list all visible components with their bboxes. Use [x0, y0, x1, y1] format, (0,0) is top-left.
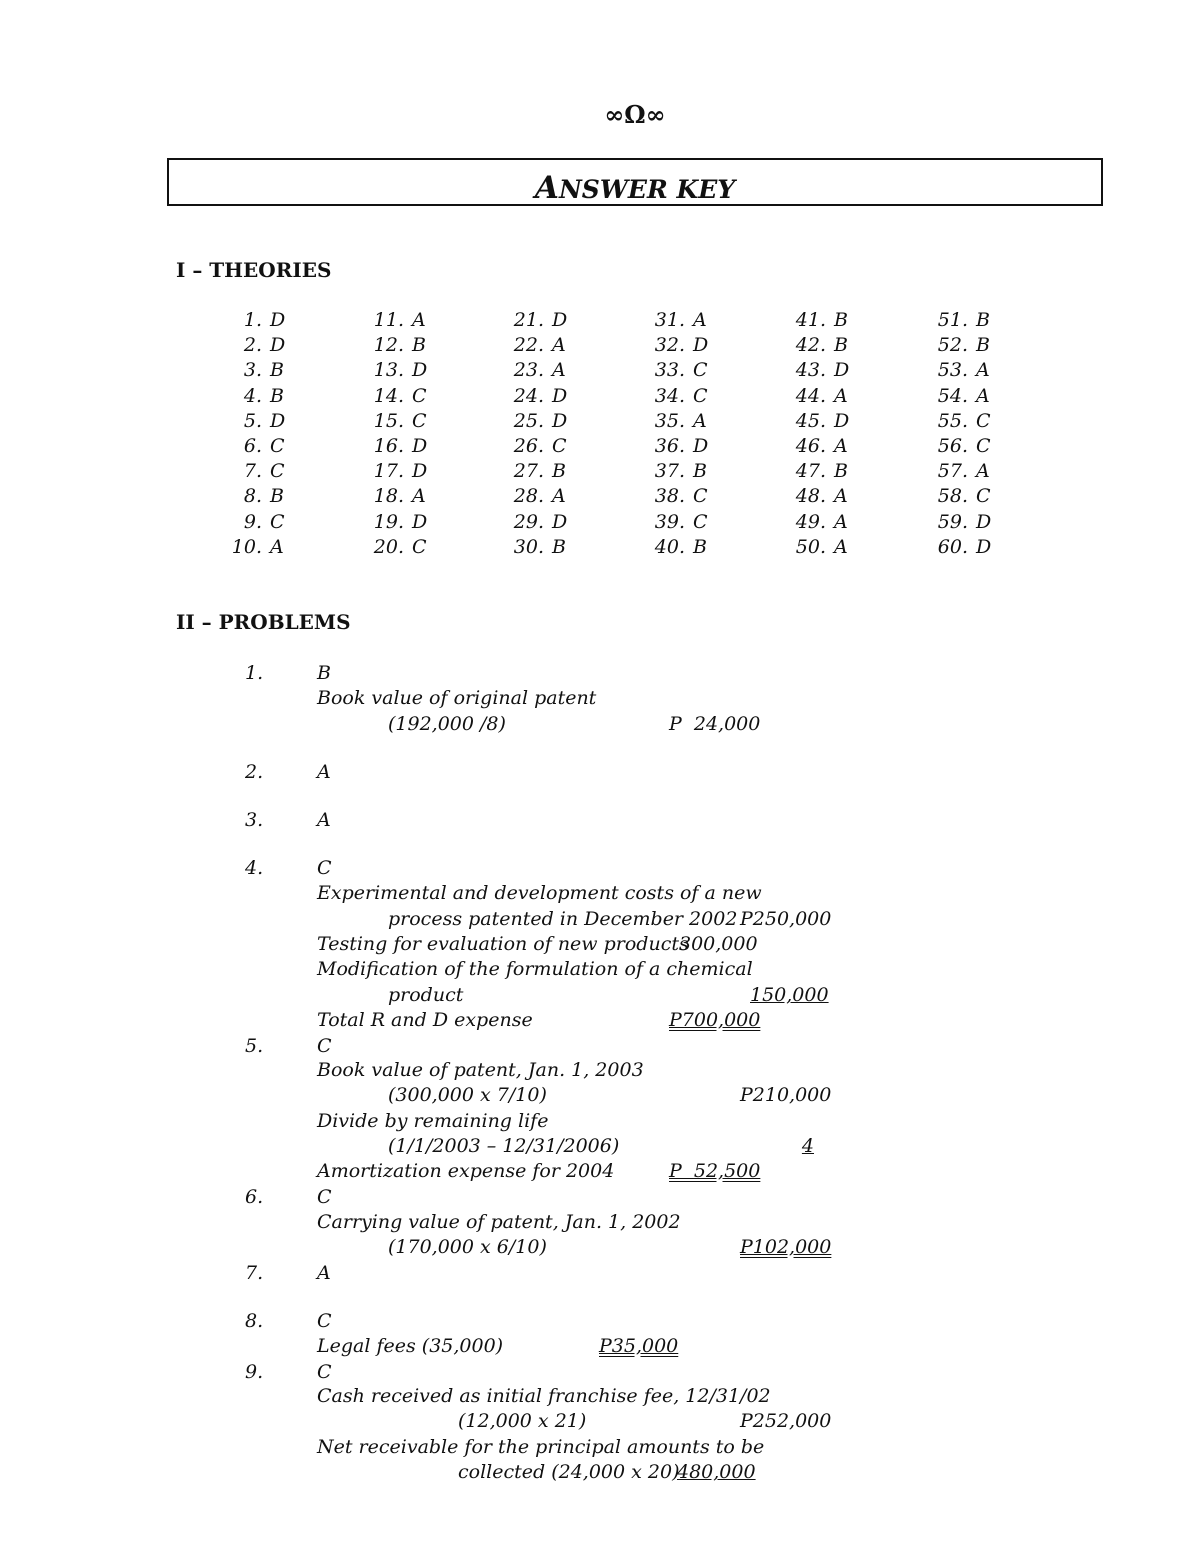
- theory-answer-number: 15.: [373, 409, 404, 432]
- theory-answer-number: 5.: [243, 409, 262, 432]
- theory-answer-number: 7.: [243, 460, 262, 483]
- theory-answer-letter: A: [552, 485, 566, 508]
- theory-answer: [651, 385, 708, 407]
- problem-8-answer: C: [317, 1310, 332, 1332]
- theory-answer-number: 13.: [373, 359, 404, 382]
- theory-answer-number: 33.: [654, 359, 685, 382]
- problem-7-answer: A: [317, 1262, 331, 1284]
- theory-answer: [510, 460, 566, 482]
- problem-5-line: (1/1/2003 – 12/31/2006): [388, 1135, 620, 1157]
- theory-answer: [228, 385, 284, 407]
- theory-answer-number: 12.: [373, 334, 404, 357]
- theory-answer-letter: B: [834, 309, 848, 331]
- theory-answer: [792, 385, 848, 407]
- problem-4-number: 4.: [245, 857, 264, 879]
- theory-answer-letter: A: [270, 535, 284, 558]
- theory-answer-number: 56.: [937, 435, 968, 457]
- theory-answer-letter: A: [693, 309, 707, 331]
- theory-answer-letter: C: [270, 460, 285, 483]
- theory-answer-number: 9.: [243, 510, 262, 533]
- theory-answer-number: 31.: [654, 309, 685, 331]
- problem-8-line: Legal fees (35,000): [317, 1335, 504, 1357]
- problem-6-answer: C: [317, 1186, 332, 1208]
- theory-answer-letter: B: [834, 334, 848, 357]
- title-rest: NSWER KEY: [558, 175, 736, 204]
- theory-answer-letter: D: [552, 309, 568, 331]
- theory-answer: [792, 410, 849, 432]
- theory-answer: [228, 485, 284, 507]
- theory-answer: [792, 334, 848, 356]
- theory-answer-number: 28.: [513, 485, 544, 508]
- problem-5-line: Divide by remaining life: [317, 1110, 549, 1132]
- problem-9-number: 9.: [245, 1361, 264, 1383]
- theory-answer: [510, 536, 566, 558]
- theory-answer: [510, 410, 567, 432]
- theory-answer: [510, 485, 566, 507]
- theory-answer-letter: C: [412, 409, 427, 432]
- theory-answer-number: 24.: [513, 384, 544, 407]
- theory-answer-number: 6.: [243, 435, 262, 457]
- theory-answer: [934, 359, 990, 381]
- problem-9-line: Cash received as initial franchise fee, 12/31/02: [317, 1385, 771, 1407]
- theory-answer: [370, 511, 427, 533]
- theory-answer-number: 43.: [795, 359, 826, 382]
- theory-answer-number: 14.: [373, 384, 404, 407]
- theory-answer-number: 18.: [373, 485, 404, 508]
- theory-answer-number: 50.: [795, 535, 826, 558]
- theory-answer-letter: B: [693, 460, 707, 483]
- problem-1-amount: P 24,000: [669, 713, 761, 735]
- theory-answer-number: 55.: [937, 409, 968, 432]
- theory-answer-letter: D: [552, 409, 568, 432]
- theory-answer-number: 38.: [654, 485, 685, 508]
- theory-answer-letter: C: [412, 535, 427, 558]
- theory-answer-number: 60.: [937, 535, 968, 558]
- theory-answer-number: 51.: [937, 309, 968, 331]
- theory-answer-number: 44.: [795, 384, 826, 407]
- theory-answer: [370, 435, 427, 457]
- theory-answer: [934, 460, 990, 482]
- theory-answer-number: 22.: [513, 334, 544, 357]
- theory-answer: [228, 359, 284, 381]
- theory-answer-number: 21.: [513, 309, 544, 331]
- problem-4-line: Testing for evaluation of new products: [317, 933, 689, 955]
- theory-answer-letter: A: [412, 485, 426, 508]
- theory-answer-number: 25.: [513, 409, 544, 432]
- theory-answer-letter: D: [552, 510, 568, 533]
- problem-4-amount: 300,000: [679, 933, 758, 955]
- theory-answer-letter: A: [976, 384, 990, 407]
- theory-answer-letter: B: [552, 460, 566, 483]
- theory-answer: [934, 309, 990, 331]
- theory-answer: [228, 536, 284, 558]
- problem-4-total: P700,000: [669, 1009, 761, 1031]
- theory-answer-letter: B: [552, 535, 566, 558]
- theory-answer: [934, 536, 991, 558]
- theory-answer-number: 40.: [654, 535, 685, 558]
- theory-answer-number: 37.: [654, 460, 685, 483]
- problem-9-answer: C: [317, 1361, 332, 1383]
- problem-4-line: Total R and D expense: [317, 1009, 533, 1031]
- theory-answer: [370, 334, 426, 356]
- theory-answer-letter: B: [693, 535, 707, 558]
- problem-7-number: 7.: [245, 1262, 264, 1284]
- theory-answer-number: 59.: [937, 510, 968, 533]
- problem-4-line: Experimental and development costs of a new: [317, 882, 762, 904]
- theory-answer-letter: B: [412, 334, 426, 357]
- theory-answer: [651, 359, 708, 381]
- theory-answer-letter: D: [976, 510, 992, 533]
- theory-answer-letter: A: [552, 359, 566, 382]
- theory-answer-number: 46.: [795, 435, 826, 457]
- problem-5-total: P 52,500: [669, 1160, 761, 1182]
- problem-4-amount: 150,000: [750, 984, 829, 1006]
- problem-4-line: Modification of the formulation of a chemical: [317, 958, 753, 980]
- theory-answer-number: 32.: [654, 334, 685, 357]
- problems-heading: II – PROBLEMS: [176, 610, 351, 634]
- problem-4-line: process patented in December 2002: [388, 908, 738, 930]
- title-initial: A: [534, 170, 559, 206]
- theory-answer-letter: D: [976, 535, 992, 558]
- problem-3-number: 3.: [245, 809, 264, 831]
- problem-1-answer: B: [317, 662, 331, 684]
- theory-answer-letter: C: [693, 485, 708, 508]
- theory-answer: [651, 536, 707, 558]
- theory-answer-number: 16.: [373, 435, 404, 457]
- theory-answer: [792, 309, 848, 331]
- theory-answer: [651, 511, 708, 533]
- theory-answer-letter: C: [270, 510, 285, 533]
- theory-answer-number: 23.: [513, 359, 544, 382]
- theory-answer-letter: A: [976, 460, 990, 483]
- theory-answer: [228, 309, 285, 331]
- theory-answer: [792, 485, 848, 507]
- theory-answer: [370, 485, 426, 507]
- problem-5-line: Book value of patent, Jan. 1, 2003: [317, 1059, 644, 1081]
- theory-answer-letter: A: [834, 485, 848, 508]
- theory-answer-letter: A: [693, 409, 707, 432]
- theory-answer-number: 19.: [373, 510, 404, 533]
- theory-answer-letter: D: [270, 334, 286, 357]
- theory-answer: [651, 485, 708, 507]
- theory-answer-letter: D: [834, 359, 850, 382]
- theory-answer-number: 49.: [795, 510, 826, 533]
- theory-answer-letter: D: [412, 460, 428, 483]
- theory-answer-letter: C: [693, 359, 708, 382]
- problem-6-total: P102,000: [740, 1236, 832, 1258]
- problem-9-line: collected (24,000 x 20): [458, 1461, 680, 1483]
- theory-answer-letter: B: [270, 485, 284, 508]
- theory-answer: [651, 460, 707, 482]
- problem-5-amount: 4: [801, 1135, 814, 1157]
- theory-answer-number: 30.: [513, 535, 544, 558]
- theory-answer-number: 47.: [795, 460, 826, 483]
- problem-5-line: Amortization expense for 2004: [317, 1160, 615, 1182]
- theory-answer-letter: D: [412, 359, 428, 382]
- theory-answer-letter: A: [834, 535, 848, 558]
- problem-5-line: (300,000 x 7/10): [388, 1084, 547, 1106]
- theory-answer: [370, 385, 427, 407]
- theory-answer: [228, 410, 285, 432]
- theory-answer-letter: C: [693, 510, 708, 533]
- problem-9-amount: P252,000: [740, 1410, 832, 1432]
- theory-answer-letter: B: [976, 334, 990, 357]
- problem-6-number: 6.: [245, 1186, 264, 1208]
- theory-answer-number: 52.: [937, 334, 968, 357]
- theory-answer-letter: C: [693, 384, 708, 407]
- theory-answer: [510, 309, 567, 331]
- title-box: [167, 158, 1103, 206]
- theory-answer-letter: C: [976, 409, 991, 432]
- theory-answer-number: 4.: [243, 384, 262, 407]
- theory-answer: [228, 435, 285, 457]
- theory-answer: [510, 435, 567, 457]
- theory-answer: [370, 309, 426, 331]
- theory-answer-number: 2.: [243, 334, 262, 357]
- theory-answer-letter: D: [270, 309, 286, 331]
- problem-3-answer: A: [317, 809, 331, 831]
- theory-answer: [228, 334, 285, 356]
- problem-9-amount: 480,000: [677, 1461, 756, 1483]
- theory-answer: [792, 460, 848, 482]
- problem-5-amount: P210,000: [740, 1084, 832, 1106]
- theory-answer-number: 57.: [937, 460, 968, 483]
- theory-answer: [370, 359, 427, 381]
- theory-answer: [510, 385, 567, 407]
- theory-answer: [792, 511, 848, 533]
- theory-answer-number: 42.: [795, 334, 826, 357]
- theory-answer-letter: C: [270, 435, 285, 457]
- problem-6-line: (170,000 x 6/10): [388, 1236, 547, 1258]
- theory-answer-number: 41.: [795, 309, 826, 331]
- theory-answer-number: 10.: [231, 535, 262, 558]
- theory-answer-letter: A: [412, 309, 426, 331]
- theory-answer-letter: D: [552, 384, 568, 407]
- theory-answer-letter: A: [976, 359, 990, 382]
- theory-answer-number: 27.: [513, 460, 544, 483]
- theory-answer-letter: D: [693, 435, 709, 457]
- theory-answer-number: 17.: [373, 460, 404, 483]
- problem-8-total: P35,000: [599, 1335, 679, 1357]
- page-title: [169, 170, 1101, 206]
- theory-answer-number: 8.: [243, 485, 262, 508]
- theory-answer-number: 3.: [243, 359, 262, 382]
- header-symbol: ∞Ω∞: [604, 100, 666, 129]
- theory-answer: [934, 410, 991, 432]
- theory-answer-number: 11.: [373, 309, 404, 331]
- theory-answer: [934, 511, 991, 533]
- theory-answer-letter: A: [834, 510, 848, 533]
- theory-answer: [510, 359, 566, 381]
- theory-answer: [651, 435, 708, 457]
- problem-5-number: 5.: [245, 1035, 264, 1057]
- problem-2-answer: A: [317, 761, 331, 783]
- theory-answer: [510, 334, 566, 356]
- theory-answer-number: 54.: [937, 384, 968, 407]
- theory-answer-letter: D: [834, 409, 850, 432]
- theory-answer-letter: B: [976, 309, 990, 331]
- problem-5-answer: C: [317, 1035, 332, 1057]
- theory-answer: [651, 410, 707, 432]
- theory-answer-letter: C: [552, 435, 567, 457]
- theory-answer: [792, 536, 848, 558]
- theory-answer-number: 53.: [937, 359, 968, 382]
- theory-answer: [651, 334, 708, 356]
- theory-answer-letter: A: [834, 435, 848, 457]
- theory-answer: [370, 536, 427, 558]
- theory-answer-letter: B: [270, 359, 284, 382]
- theory-answer-number: 29.: [513, 510, 544, 533]
- problem-8-number: 8.: [245, 1310, 264, 1332]
- theory-answer: [792, 359, 849, 381]
- theory-answer: [370, 410, 427, 432]
- theory-answer-number: 35.: [654, 409, 685, 432]
- theory-answer-letter: C: [412, 384, 427, 407]
- theories-heading: I – THEORIES: [176, 258, 332, 282]
- theory-answer-number: 39.: [654, 510, 685, 533]
- theory-answer: [792, 435, 848, 457]
- theory-answer: [934, 334, 990, 356]
- problem-2-number: 2.: [245, 761, 264, 783]
- theory-answer-letter: C: [976, 435, 991, 457]
- theory-answer: [228, 460, 285, 482]
- theory-answer-letter: B: [270, 384, 284, 407]
- problem-6-line: Carrying value of patent, Jan. 1, 2002: [317, 1211, 681, 1233]
- theory-answer-number: 36.: [654, 435, 685, 457]
- theory-answer: [370, 460, 427, 482]
- problem-4-line: product: [388, 984, 464, 1006]
- theory-answer-letter: C: [976, 485, 991, 508]
- theory-answer-letter: B: [834, 460, 848, 483]
- problem-9-line: (12,000 x 21): [458, 1410, 587, 1432]
- theory-answer-letter: A: [834, 384, 848, 407]
- problem-4-answer: C: [317, 857, 332, 879]
- theory-answer: [228, 511, 285, 533]
- theory-answer: [934, 435, 991, 457]
- problem-1-number: 1.: [245, 662, 264, 684]
- problem-9-line: Net receivable for the principal amounts to be: [317, 1436, 765, 1458]
- theory-answer-letter: D: [693, 334, 709, 357]
- theory-answer: [651, 309, 707, 331]
- theory-answer-number: 1.: [243, 309, 262, 331]
- theory-answer-number: 58.: [937, 485, 968, 508]
- theory-answer-number: 45.: [795, 409, 826, 432]
- theory-answer-number: 34.: [654, 384, 685, 407]
- theory-answer-letter: D: [412, 435, 428, 457]
- theory-answer: [934, 385, 990, 407]
- theory-answer-letter: A: [552, 334, 566, 357]
- theory-answer-letter: D: [412, 510, 428, 533]
- theory-answer: [510, 511, 567, 533]
- theory-answer: [934, 485, 991, 507]
- theory-answer-number: 20.: [373, 535, 404, 558]
- problem-1-line: (192,000 /8): [388, 713, 506, 735]
- problem-1-line: Book value of original patent: [317, 687, 597, 709]
- problem-4-amount: P250,000: [740, 908, 832, 930]
- theory-answer-number: 48.: [795, 485, 826, 508]
- theory-answer-letter: D: [270, 409, 286, 432]
- theory-answer-number: 26.: [513, 435, 544, 457]
